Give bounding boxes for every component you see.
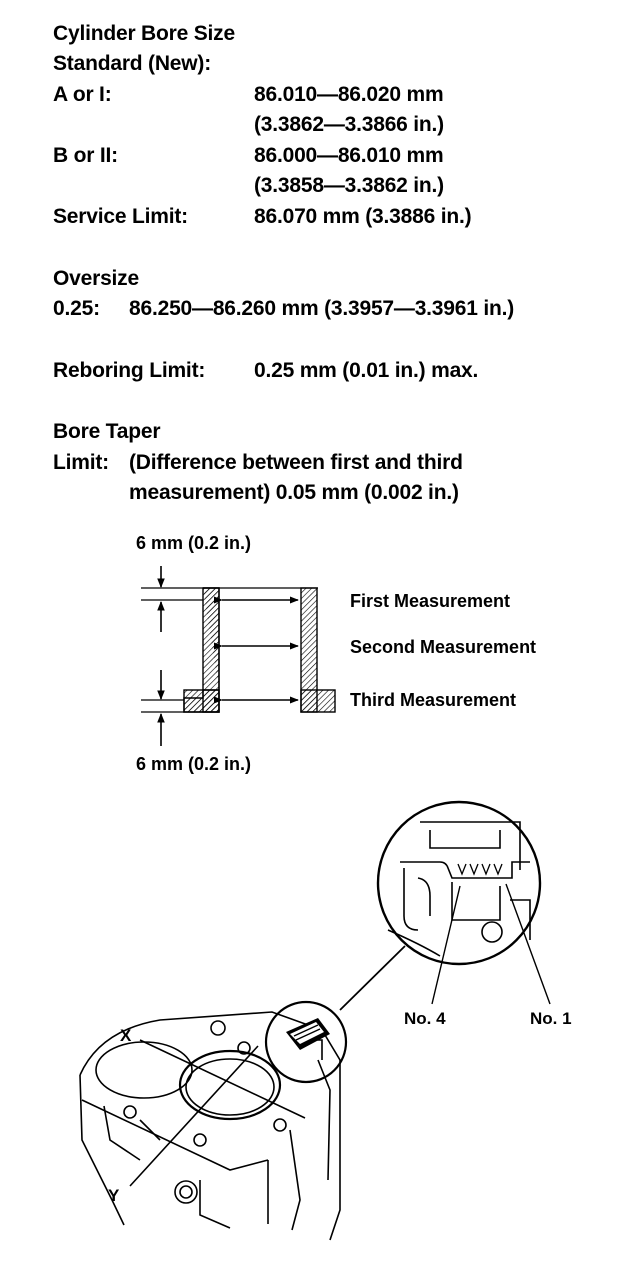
standard-heading: Standard (New): (53, 52, 212, 75)
size-b-value-in: (3.3858—3.3862 in.) (254, 174, 444, 197)
oversize-label: 0.25: (53, 297, 100, 320)
no1-label: No. 1 (530, 1009, 572, 1028)
taper-limit-line-1: (Difference between first and third (129, 451, 463, 474)
block-stamp-plate (286, 1018, 330, 1050)
y-axis-label: Y (108, 1186, 120, 1205)
bolt-hole (194, 1134, 206, 1146)
taper-limit-line-2: measurement) 0.05 mm (0.002 in.) (129, 481, 459, 504)
top-offset-label: 6 mm (0.2 in.) (136, 533, 252, 553)
bolt-hole (124, 1106, 136, 1118)
magnifier-leader-line (340, 946, 405, 1010)
bolt-hole (175, 1181, 197, 1203)
service-limit-label: Service Limit: (53, 205, 188, 228)
oversize-heading: Oversize (53, 267, 139, 290)
bolt-hole-inner (180, 1186, 192, 1198)
oversize-value: 86.250—86.260 mm (3.3957—3.3961 in.) (129, 297, 515, 320)
third-measurement-label: Third Measurement (350, 690, 517, 710)
detail-magnifier-circle (378, 802, 540, 964)
reboring-limit-value: 0.25 mm (0.01 in.) max. (254, 359, 479, 382)
service-limit-value: 86.070 mm (3.3886 in.) (254, 205, 472, 228)
first-measurement-label: First Measurement (350, 591, 511, 611)
bolt-hole (274, 1119, 286, 1131)
second-measurement-label: Second Measurement (350, 637, 537, 657)
size-a-label: A or I: (53, 83, 112, 106)
bore-taper-heading: Bore Taper (53, 420, 161, 443)
no4-leader-line (432, 886, 460, 1004)
taper-limit-label: Limit: (53, 451, 109, 474)
cylinder-bore-1 (96, 1042, 192, 1098)
reboring-limit-label: Reboring Limit: (53, 359, 206, 382)
size-a-value-mm: 86.010—86.020 mm (254, 83, 444, 106)
bottom-offset-label: 6 mm (0.2 in.) (136, 754, 252, 774)
size-b-label: B or II: (53, 144, 118, 167)
section-title: Cylinder Bore Size (53, 22, 235, 45)
cylinder-bore-2 (180, 1051, 280, 1119)
size-b-value-mm: 86.000—86.010 mm (254, 144, 444, 167)
y-axis-measure-line (130, 1046, 258, 1186)
size-a-value-in: (3.3862—3.3866 in.) (254, 113, 444, 136)
cylinder-size-stamp-marks (458, 864, 502, 874)
x-axis-label: X (120, 1026, 132, 1045)
bolt-hole (211, 1021, 225, 1035)
no4-label: No. 4 (404, 1009, 446, 1028)
